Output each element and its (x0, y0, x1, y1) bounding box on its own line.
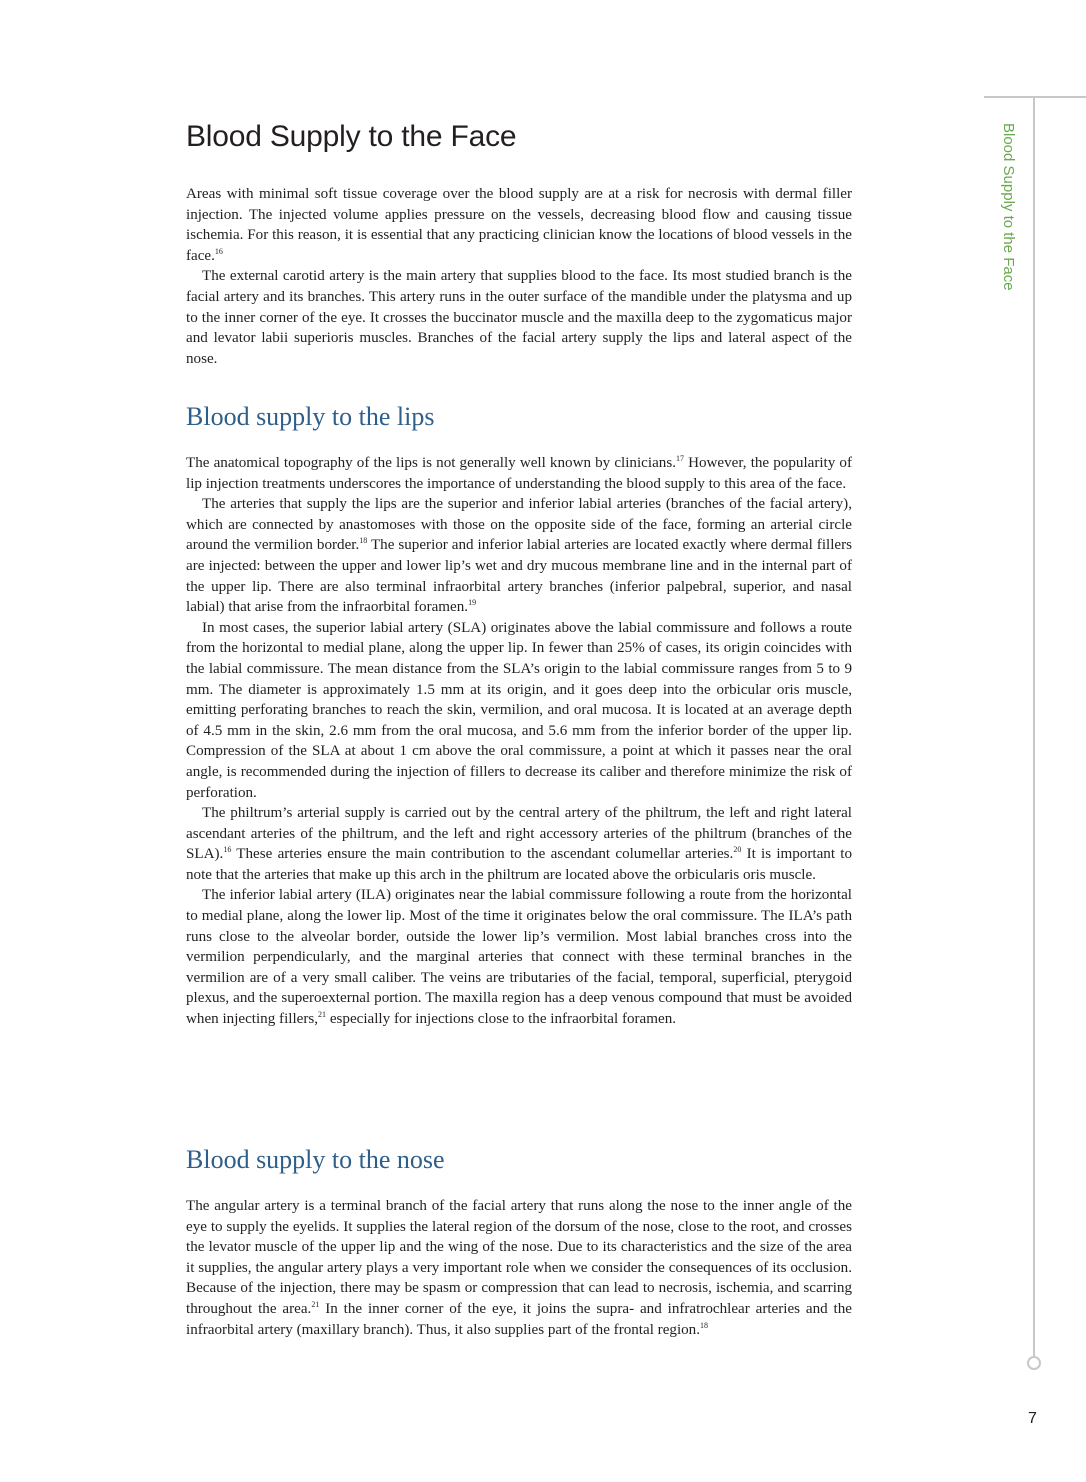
side-rule-vertical (1033, 97, 1035, 1357)
paragraph-text: These arteries ensure the main contribution to the ascendant columellar arteries. (231, 846, 734, 863)
nose-section (186, 1196, 852, 1340)
paragraph-text: The superior and inferior labial arteries are located exactly where dermal fillers are injected: between the upper and lower lip’s wet and dry mucous membrane line and in the internal part of the upper lip. There are also terminal infraorbital artery branches (inferior palpebral, superior, and nasal labial) that arise from the infraorbital foramen. (186, 537, 852, 616)
page-number: 7 (1028, 1410, 1037, 1427)
intro-paragraph-1 (186, 184, 852, 266)
paragraph-text: especially for injections close to the infraorbital foramen. (326, 1011, 677, 1028)
reference-superscript: 19 (468, 598, 477, 608)
running-head: Blood Supply to the Face (1000, 123, 1017, 291)
paragraph-text: However, the popularity of lip injection treatments underscores the importance of understanding the blood supply to this area of the face. (186, 455, 852, 492)
paragraph-text: The philtrum’s arterial supply is carried out by the central artery of the philtrum, the left and right lateral ascendant arteries of the philtrum, and the left and right accessory arteries of the philtrum (branches of the SLA). (186, 805, 852, 863)
reference-superscript: 20 (733, 845, 742, 855)
reference-superscript: 18 (359, 536, 368, 546)
paragraph-text: The arteries that supply the lips are the superior and inferior labial arteries (branches of the facial artery), which are connected by anastomoses with those on the opposite side of the face, forming an arterial circle around the vermilion border. (186, 496, 852, 554)
paragraph-text: The angular artery is a terminal branch of the facial artery that runs along the nose to the inner angle of the eye to supply the eyelids. It supplies the lateral region of the dorsum of the nose, close to the root, and crosses the levator muscle of the upper lip and the wing of the nose. Due to its characteristics and the size of the area it supplies, the angular artery plays a very important role when we consider the consequences of its occlusion. Because of the injection, there may be spasm or compression that can lead to necrosis, ischemia, and scarring throughout the area. (186, 1198, 852, 1317)
reference-superscript: 21 (318, 1010, 327, 1020)
lips-paragraph-1 (186, 453, 852, 494)
paragraph-text: It is important to note that the arteries that make up this arch in the philtrum are located above the orbicularis oris muscle. (186, 846, 852, 883)
reference-superscript: 16 (214, 246, 223, 256)
reference-superscript: 17 (675, 454, 684, 463)
page-title: Blood Supply to the Face (186, 120, 517, 153)
lips-section (186, 453, 852, 1030)
side-rule-horizontal (984, 96, 1086, 98)
side-rule-end-circle (1027, 1356, 1041, 1370)
reference-superscript: 18 (700, 1320, 709, 1330)
nose-paragraph-1 (186, 1196, 852, 1340)
section-heading-nose: Blood supply to the nose (186, 1145, 445, 1174)
intro-paragraph-2: The external carotid artery is the main artery that supplies blood to the face. Its most studied branch is the facial artery and its branches. This artery runs in the outer surface of the mandible under the platysma and up to the inner corner of the eye. It crosses the buccinator muscle and the maxilla deep to the zygomaticus major and levator labii superioris muscles. Branches of the facial artery supply the lips and lateral aspect of the nose. (186, 268, 852, 367)
paragraph-text: Areas with minimal soft tissue coverage over the blood supply are at a risk for necrosis with dermal filler injection. The injected volume applies pressure on the vessels, decreasing blood flow and causing tissue ischemia. For this reason, it is essential that any practicing clinician know the locations of blood vessels in the face. (186, 186, 852, 264)
lips-paragraph-2 (186, 494, 852, 618)
paragraph-text: The anatomical topography of the lips is not generally well known by clinicians. (186, 455, 676, 471)
lips-paragraph-5 (186, 885, 852, 1029)
lips-paragraph-3: In most cases, the superior labial artery (SLA) originates above the labial commissure and follows a route from the horizontal to medial plane, along the upper lip. In fewer than 25% of cases, its origin coincides with the labial commissure. The mean distance from the SLA’s origin to the labial commissure ranges from 5 to 9 mm. The diameter is approximately 1.5 mm at its origin, and it goes deep into the orbicular oris muscle, emitting perforating branches to reach the skin, vermilion, and oral mucosa. It is located at an average depth of 4.5 mm in the skin, 2.6 mm from the oral mucosa, and 5.6 mm from the inferior border of the upper lip. Compression of the SLA at about 1 cm above the oral commissure, a point at which it passes near the oral angle, is recommended during the injection of fillers to decrease its caliber and therefore minimize the risk of perforation. (186, 619, 852, 801)
paragraph-text: In the inner corner of the eye, it joins the supra- and infratrochlear arteries and the infraorbital artery (maxillary branch). Thus, it also supplies part of the frontal region. (186, 1300, 852, 1338)
paragraph-text: The inferior labial artery (ILA) originates near the labial commissure following a route from the horizontal to medial plane, along the lower lip. Most of the time it originates below the oral commissure. The ILA’s path runs close to the alveolar border, outside the lower lip’s vermilion. Most labial branches cross into the vermilion perpendicularly, and the marginal arteries that connect with these terminal branches in the vermilion are of a very small caliber. The veins are tributaries of the facial, temporal, superficial, pterygoid plexus, and the superoexternal portion. The maxilla region has a deep venous compound that must be avoided when injecting fillers, (186, 887, 852, 1028)
section-heading-lips: Blood supply to the lips (186, 402, 435, 431)
lips-paragraph-4 (186, 803, 852, 885)
reference-superscript: 16 (223, 845, 232, 855)
intro-section (186, 184, 852, 369)
reference-superscript: 21 (311, 1299, 320, 1309)
